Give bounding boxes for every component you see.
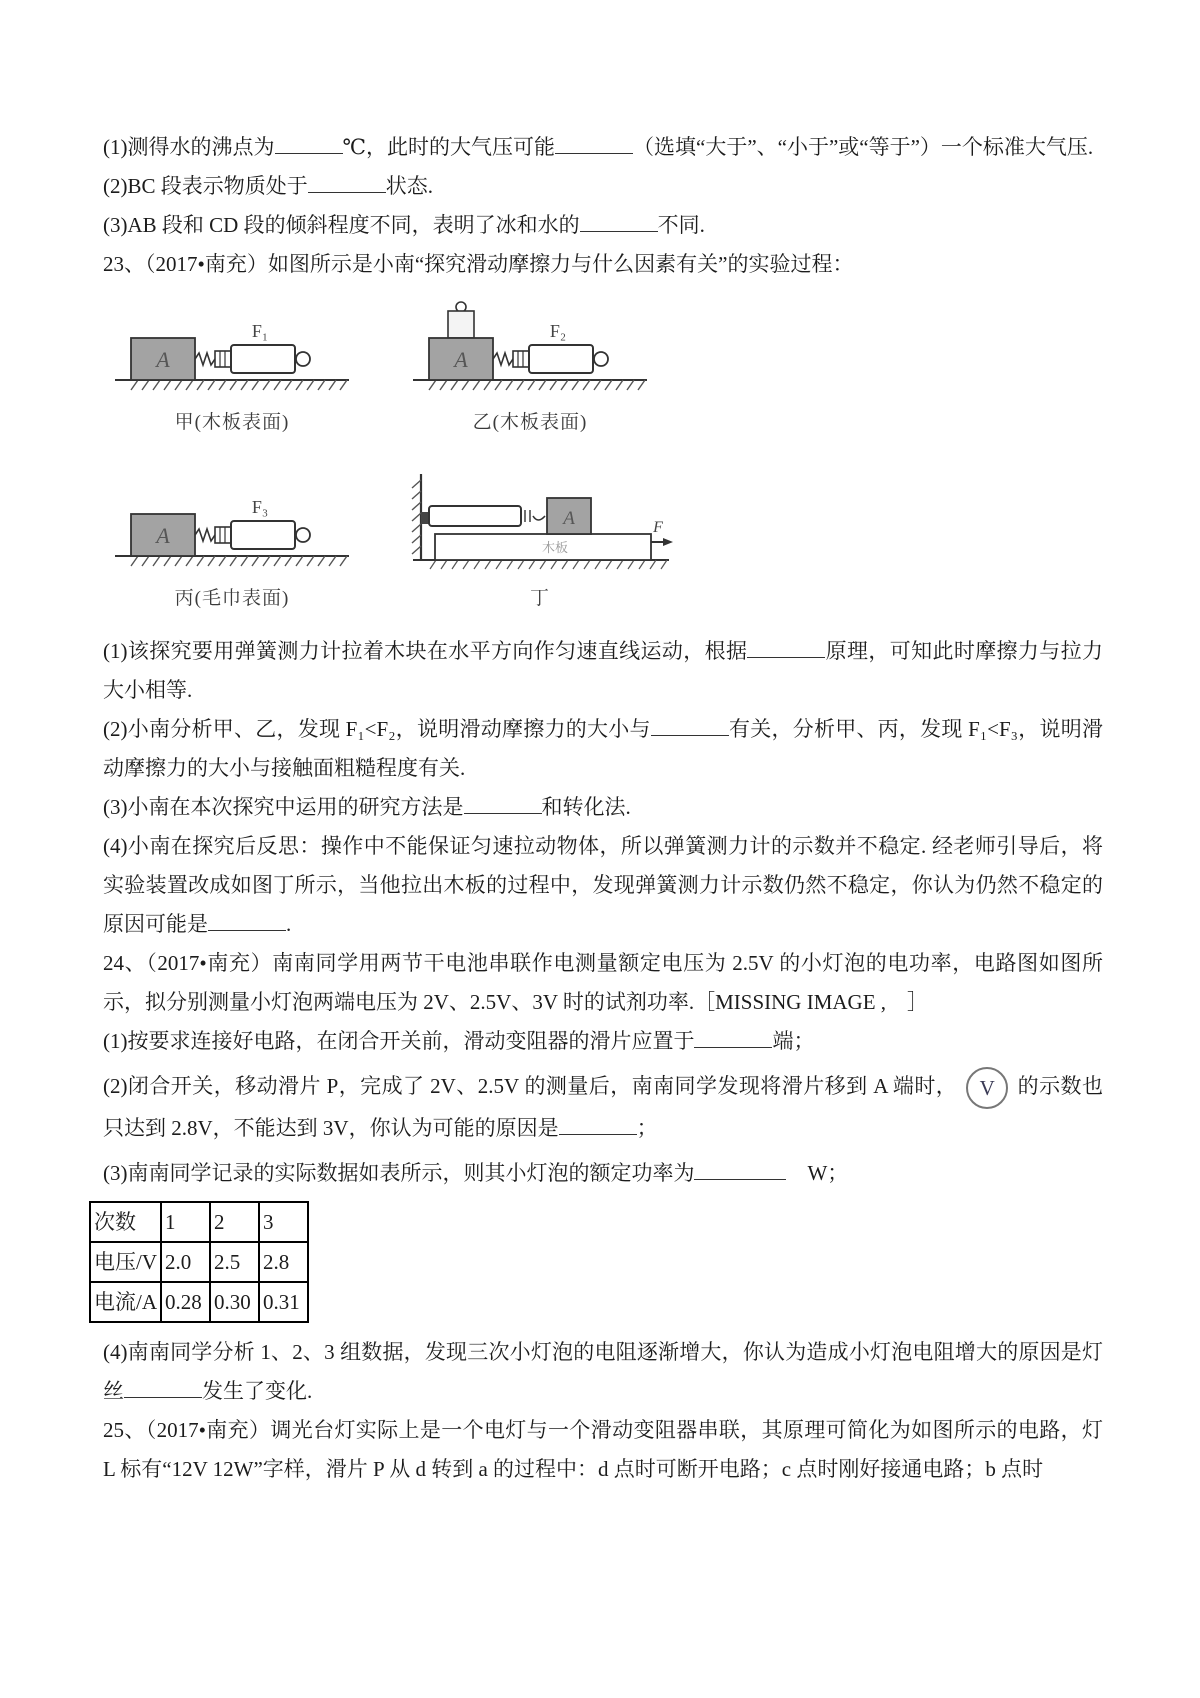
- force-label: F₃: [251, 497, 269, 517]
- text: (2)BC 段表示物质处于: [103, 174, 308, 198]
- text: （选填“大于”、“小于”或“等于”）一个标准大气压.: [633, 135, 1094, 159]
- figure-caption: 丁: [529, 588, 550, 609]
- q23-item-4: [103, 827, 1103, 944]
- spring: [493, 353, 513, 365]
- scale-cap: [215, 527, 231, 543]
- figure-row-2: [107, 466, 1103, 612]
- figure-row-1: [107, 300, 1103, 436]
- spring-scale-body: [231, 521, 295, 549]
- text: 不同.: [657, 213, 705, 237]
- spring-scale-body: [231, 345, 295, 373]
- spring: [195, 529, 215, 541]
- table-cell: 1: [161, 1202, 210, 1242]
- block-label: A: [156, 523, 170, 548]
- table-cell: 电压/V: [90, 1242, 161, 1282]
- text: (1)按要求连接好电路，在闭合开关前，滑动变阻器的滑片应置于: [103, 1029, 695, 1053]
- scale-ring: [594, 352, 608, 366]
- table-row: [90, 1282, 308, 1322]
- blank-voltage-reason: [559, 1116, 637, 1135]
- voltmeter-letter: V: [979, 1075, 995, 1100]
- text: (1)该探究要用弹簧测力计拉着木块在水平方向作匀速直线运动，根据: [103, 639, 748, 663]
- text: (3)小南在本次探究中运用的研究方法是: [103, 795, 464, 819]
- blank-rated-power: [694, 1161, 786, 1180]
- force-label: F₁: [251, 321, 269, 341]
- table-cell: 2.8: [259, 1242, 308, 1282]
- text: ；: [636, 1116, 658, 1141]
- q24-item-2: [103, 1067, 1103, 1148]
- friction-diagram-bing-icon: [107, 476, 357, 584]
- text: (4)小南在探究后反思：操作中不能保证匀速拉动物体，所以弹簧测力计的示数并不稳定. 经老师引导后，将实验装置改成如图丁所示，当他拉出木板的过程中，发现弹簧测力计示数仍然不稳定，你认为仍然不稳定的原因可能是: [103, 834, 1103, 936]
- friction-diagram-yi-icon: [405, 300, 655, 408]
- figure-caption: 甲(木板表面): [174, 412, 290, 433]
- ground-hatching: [131, 380, 347, 390]
- text: (2)小南分析甲、乙，发现 F₁<F₂，说明滑动摩擦力的大小与: [103, 717, 651, 741]
- wall-anchor: [421, 512, 429, 524]
- blank-friction-factor: [651, 717, 729, 736]
- scale-ring: [296, 528, 310, 542]
- text: (4)南南同学分析 1、2、3 组数据，发现三次小灯泡的电阻逐渐增大，你认为造成小灯泡电阻增大的原因是灯丝: [103, 1340, 1103, 1404]
- q24-item-3: [103, 1154, 1103, 1193]
- text: 有关，分析甲、丙，发现 F₁<F₃，说明滑动摩擦力的大小与接触面粗糙程度有关.: [103, 717, 1103, 780]
- text: .: [286, 912, 292, 936]
- blank-boiling-point: [275, 135, 343, 154]
- q23-item-3: [103, 788, 1103, 827]
- text: 和转化法.: [541, 795, 631, 819]
- intro-item-1: [103, 128, 1103, 167]
- text: 原理，可知此时摩擦力与拉力大小相等.: [103, 639, 1104, 702]
- text: (2)闭合开关，移动滑片 P，完成了 2V、2.5V 的测量后，南南同学发现将滑片移到 A 端时，: [103, 1074, 958, 1098]
- q23-figures: [107, 300, 1103, 612]
- spring-scale-body: [529, 345, 593, 373]
- measurement-table: [89, 1201, 309, 1323]
- figure-yi: [405, 300, 655, 436]
- table-cell: 0.28: [161, 1282, 210, 1322]
- q24-title: 24、（2017•南充）南南同学用两节干电池串联作电测量额定电压为 2.5V 的小灯泡的电功率，电路图如图所示，拟分别测量小灯泡两端电压为 2V、2.5V、3V 时的试剂功率.［MISSING IMAGE , ］: [103, 951, 1103, 1014]
- table-cell: 2: [210, 1202, 259, 1242]
- weight: [448, 311, 474, 338]
- blank-principle: [747, 639, 825, 658]
- blank-filament-property: [124, 1379, 202, 1398]
- force-label: F: [653, 519, 663, 536]
- block-label: A: [156, 347, 170, 372]
- blank-research-method: [464, 795, 542, 814]
- q25-title: 25、（2017•南充）调光台灯实际上是一个电灯与一个滑动变阻器串联，其原理可简化为如图所示的电路，灯 L 标有“12V 12W”字样，滑片 P 从 d 转到 a 的过程中：d 点时可断开电路；c 点时刚好接通电路；b 点时: [103, 1418, 1103, 1482]
- scale-cap: [513, 351, 529, 367]
- wall-hatching: [412, 480, 421, 554]
- block-label: A: [454, 347, 468, 372]
- q23-item-2: [103, 710, 1103, 788]
- intro-item-3: [103, 206, 1103, 245]
- table-cell: 0.30: [210, 1282, 259, 1322]
- table-cell: 次数: [90, 1202, 161, 1242]
- voltmeter-icon: [966, 1067, 1008, 1109]
- hook: [533, 516, 545, 520]
- q24-item-4: [103, 1333, 1103, 1411]
- table-cell: 电流/A: [90, 1282, 161, 1322]
- table-row: [90, 1242, 308, 1282]
- scale-cap: [215, 351, 231, 367]
- figure-bing: [107, 476, 357, 612]
- text: 的示数也只达到 2.8V，不能达到 3V，你认为可能的原因是: [103, 1074, 1104, 1141]
- friction-diagram-jia-icon: [107, 300, 357, 408]
- q23-item-1: [103, 632, 1103, 710]
- scale-ring: [296, 352, 310, 366]
- blank-slope-property: [580, 213, 658, 232]
- board-label: 木板: [541, 540, 569, 555]
- intro-item-2: [103, 167, 1103, 206]
- q24-item-1: [103, 1022, 1103, 1061]
- table-row: [90, 1202, 308, 1242]
- blank-bc-state: [308, 174, 386, 193]
- table-cell: 3: [259, 1202, 308, 1242]
- figure-caption: 乙(木板表面): [472, 412, 588, 433]
- text: (3)AB 段和 CD 段的倾斜程度不同，表明了冰和水的: [103, 213, 580, 237]
- text: W；: [786, 1161, 849, 1186]
- text: 端；: [772, 1029, 815, 1053]
- spring-scale-body: [429, 506, 521, 526]
- force-label: F₂: [549, 321, 567, 341]
- table-cell: 2.0: [161, 1242, 210, 1282]
- text: (1)测得水的沸点为: [103, 135, 275, 159]
- table-cell: 0.31: [259, 1282, 308, 1322]
- figure-caption: 丙(毛巾表面): [174, 588, 290, 609]
- text: 状态.: [385, 174, 433, 198]
- figure-jia: [107, 300, 357, 436]
- ground-hatching: [429, 380, 645, 390]
- table-cell: 2.5: [210, 1242, 259, 1282]
- spring: [195, 353, 215, 365]
- ground-hatching: [131, 556, 347, 566]
- text: ℃，此时的大气压可能: [342, 135, 555, 159]
- friction-diagram-ding-icon: [405, 466, 675, 584]
- block-label: A: [563, 508, 575, 529]
- ground-hatching: [430, 560, 667, 569]
- blank-pressure-compare: [555, 135, 633, 154]
- blank-unstable-reason: [208, 912, 286, 931]
- q23-title: 23、（2017•南充）如图所示是小南“探究滑动摩擦力与什么因素有关”的实验过程：: [103, 252, 854, 276]
- text: 发生了变化.: [202, 1379, 313, 1404]
- text: (3)南南同学记录的实际数据如表所示，则其小灯泡的额定功率为: [103, 1161, 695, 1186]
- figure-ding: [405, 466, 675, 612]
- blank-slider-position: [694, 1029, 772, 1048]
- force-arrowhead: [663, 538, 673, 546]
